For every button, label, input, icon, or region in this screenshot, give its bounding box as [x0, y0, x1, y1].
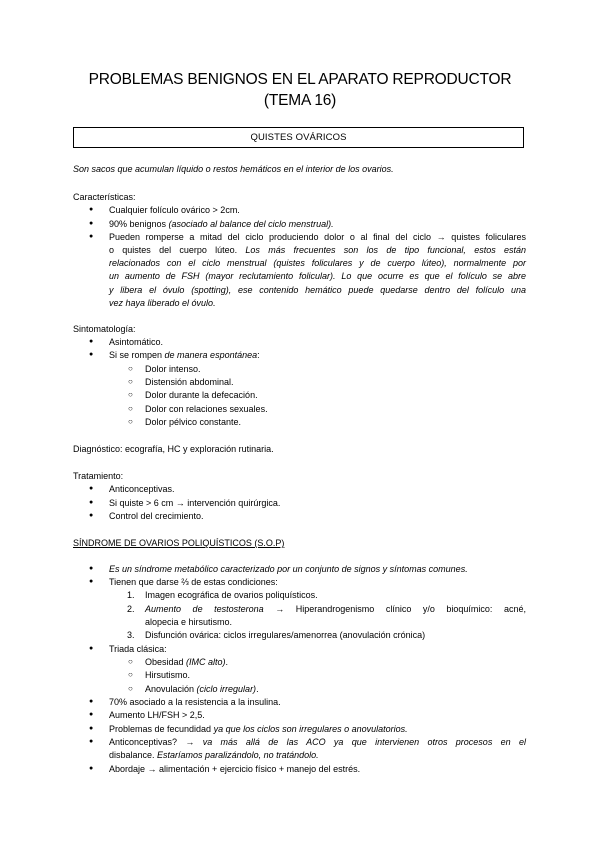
- bullet-icon: ●: [89, 220, 94, 227]
- caract-item-3-line6: vez haya liberado el óvulo.: [109, 298, 216, 308]
- list-number: 1.: [127, 590, 135, 600]
- bullet-icon: ●: [89, 565, 94, 572]
- sint-sub-item: Distensión abdominal.: [145, 377, 234, 387]
- sop-item-1: Es un síndrome metabólico caracterizado por un conjunto de signos y síntomas comunes.: [109, 564, 468, 574]
- bullet-icon: ●: [89, 351, 94, 358]
- triada-item-3: Anovulación (ciclo irregular).: [145, 684, 259, 694]
- page-title-line2: (TEMA 16): [263, 92, 337, 109]
- circle-bullet-icon: ○: [128, 404, 133, 413]
- sintomatologia-label: Sintomatología:: [73, 324, 136, 334]
- section-heading-sop: SÍNDROME DE OVARIOS POLIQUÍSTICOS (S.O.P): [73, 538, 285, 548]
- caract-item-3-line4: un aumento de FSH (mayor reclutamiento folicular). Lo que ocurre es que el folículo se abre: [109, 271, 526, 281]
- sop-item-7-line1: Anticonceptivas? → va más allá de las ACO ya que intervienen otros procesos en el: [109, 737, 526, 747]
- sop-item-8: Abordaje → alimentación + ejercicio físico + manejo del estrés.: [109, 764, 361, 774]
- sop-item-4: 70% asociado a la resistencia a la insulina.: [109, 697, 281, 707]
- sop-cond-2-line1: Aumento de testosterona → Hiperandrogenismo clínico y/o bioquímico: acné,: [145, 604, 526, 614]
- bullet-icon: ●: [89, 711, 94, 718]
- caract-item-3-line5: y libera el óvulo (spotting), ese contenido hemático puede quedarse dentro del folículo una: [109, 285, 526, 295]
- bullet-icon: ●: [89, 578, 94, 585]
- bullet-icon: ●: [89, 765, 94, 772]
- trat-item-1: Anticonceptivas.: [109, 484, 175, 494]
- sint-item-2: Si se rompen de manera espontánea:: [109, 350, 260, 360]
- bullet-icon: ●: [89, 485, 94, 492]
- bullet-icon: ●: [89, 645, 94, 652]
- sop-item-7-line2: disbalance. Estaríamos paralizándolo, no tratándolo.: [109, 750, 319, 760]
- bullet-icon: ●: [89, 338, 94, 345]
- trat-item-2: Si quiste > 6 cm → intervención quirúrgica.: [109, 498, 281, 508]
- bullet-icon: ●: [89, 738, 94, 745]
- tratamiento-label: Tratamiento:: [73, 471, 124, 481]
- sop-cond-1: Imagen ecográfica de ovarios poliquísticos.: [145, 590, 318, 600]
- sop-cond-2-line2: alopecia e hirsutismo.: [145, 617, 233, 627]
- bullet-icon: ●: [89, 233, 94, 240]
- quistes-intro: Son sacos que acumulan líquido o restos hemáticos en el interior de los ovarios.: [73, 164, 394, 174]
- triada-item-1: Obesidad (IMC alto).: [145, 657, 229, 667]
- caract-item-3-line3: relacionados con el ciclo menstrual (quistes foliculares y de cuerpo lúteo), normalmente por: [109, 258, 526, 268]
- sint-item-1: Asintomático.: [109, 337, 164, 347]
- sop-item-6: Problemas de fecundidad ya que los ciclos son irregulares o anovulatorios.: [109, 724, 408, 734]
- sint-sub-item: Dolor durante la defecación.: [145, 390, 258, 400]
- trat-item-3: Control del crecimiento.: [109, 511, 204, 521]
- circle-bullet-icon: ○: [128, 684, 133, 693]
- sint-sub-item: Dolor pélvico constante.: [145, 417, 242, 427]
- sop-cond-3: Disfunción ovárica: ciclos irregulares/amenorrea (anovulación crónica): [145, 630, 426, 640]
- sint-sub-item: Dolor intenso.: [145, 364, 201, 374]
- caracteristicas-label: Características:: [73, 192, 136, 202]
- circle-bullet-icon: ○: [128, 417, 133, 426]
- sop-item-5: Aumento LH/FSH > 2,5.: [109, 710, 205, 720]
- diagnostico-line: Diagnóstico: ecografía, HC y exploración rutinaria.: [73, 444, 274, 454]
- bullet-icon: ●: [89, 512, 94, 519]
- sop-item-triada: Triada clásica:: [109, 644, 167, 654]
- bullet-icon: ●: [89, 206, 94, 213]
- caract-item-1: Cualquier folículo ovárico > 2cm.: [109, 205, 240, 215]
- circle-bullet-icon: ○: [128, 377, 133, 386]
- circle-bullet-icon: ○: [128, 390, 133, 399]
- triada-item-2: Hirsutismo.: [145, 670, 191, 680]
- page-title-line1: PROBLEMAS BENIGNOS EN EL APARATO REPRODUCTOR: [88, 71, 512, 88]
- sint-sub-item: Dolor con relaciones sexuales.: [145, 404, 268, 414]
- list-number: 2.: [127, 604, 135, 614]
- sop-item-2: Tienen que darse ⅔ de estas condiciones:: [109, 577, 278, 587]
- list-number: 3.: [127, 630, 135, 640]
- circle-bullet-icon: ○: [128, 657, 133, 666]
- bullet-icon: ●: [89, 698, 94, 705]
- bullet-icon: ●: [89, 499, 94, 506]
- circle-bullet-icon: ○: [128, 364, 133, 373]
- caract-item-3-line1: Pueden romperse a mitad del ciclo produciendo dolor o al final del ciclo → quistes foliculares: [109, 232, 526, 242]
- bullet-icon: ●: [89, 725, 94, 732]
- section-heading-quistes: QUISTES OVÁRICOS: [73, 127, 524, 148]
- caract-item-3-line2: o quistes del cuerpo lúteo. Los más frecuentes son los de tipo funcional, estos están: [109, 245, 526, 255]
- caract-item-2: 90% benignos (asociado al balance del ciclo menstrual).: [109, 219, 334, 229]
- circle-bullet-icon: ○: [128, 670, 133, 679]
